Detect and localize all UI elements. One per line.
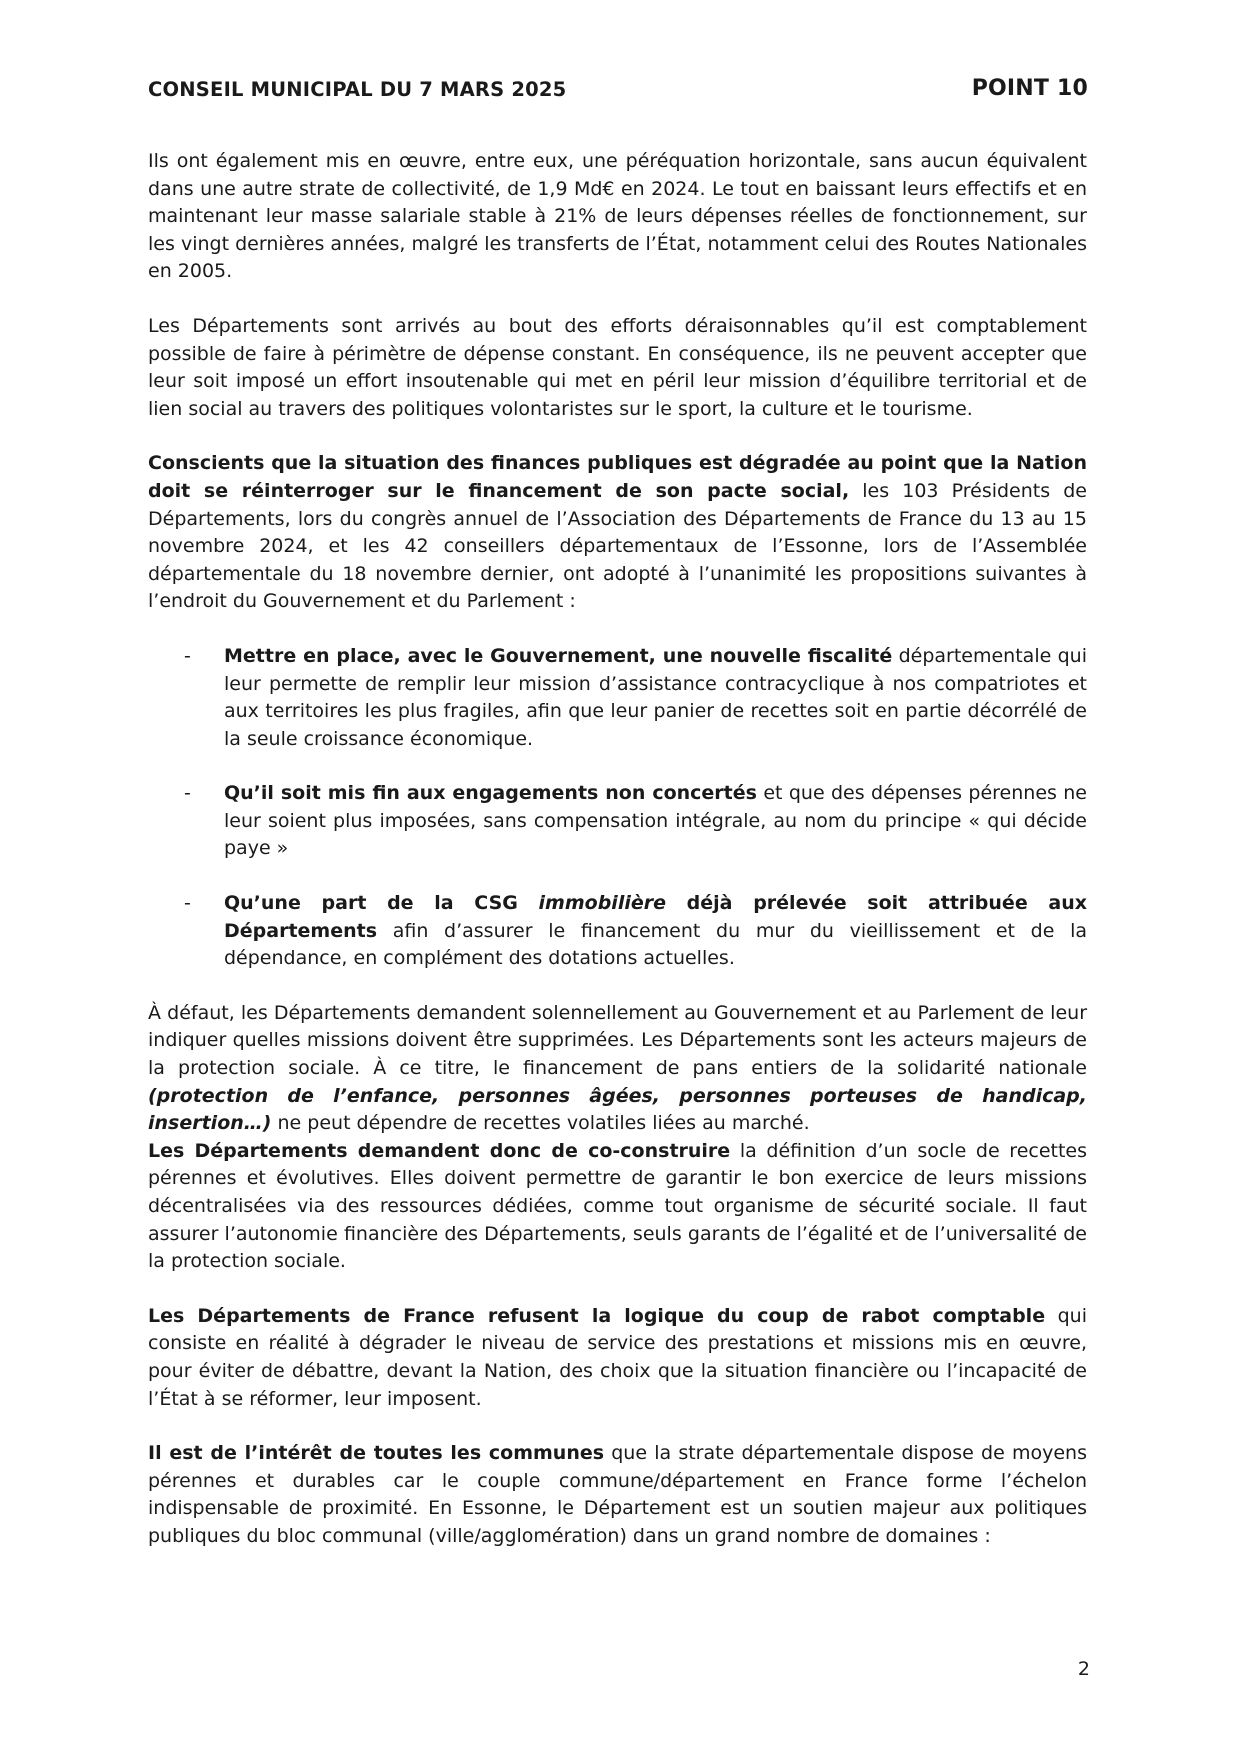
proposal-item-bold: Qu’il soit mis fin aux engagements non concertés (224, 782, 757, 805)
paragraph-communes (148, 1440, 1087, 1550)
proposal-item-text: afin d’assurer le financement du mur du vieillissement et de la dépendance, en complément des dotations actuelles. (224, 919, 1087, 970)
paragraph-rabot-text: qui consiste en réalité à dégrader le niveau de service des prestations et missions mis en œuvre, pour éviter de débattre, devant la Nation, des choix que la situation financière ou l’incapacité de l’État à se réformer, leur imposent. (148, 1304, 1088, 1410)
paragraph-communes-bold: Il est de l’intérêt de toutes les communes (148, 1442, 605, 1465)
paragraph-a-defaut (148, 1000, 1087, 1138)
list-dash: - (184, 892, 191, 915)
proposal-item-csg (148, 890, 1087, 973)
paragraph-a-defaut-bold-italic: (protection de l’enfance, personnes âgées, personnes porteuses de handicap, insertion…) (148, 1084, 1087, 1135)
proposal-item-bold-end: déjà prélevée soit attribuée aux Départements (224, 892, 1087, 942)
paragraph-a-defaut-text: À défaut, les Départements demandent solennellement au Gouvernement et au Parlement de leur indiquer quelles missions doivent être supprimées. Les Départements sont les acteurs majeurs de la protection sociale. À ce titre, le financement de pans entiers de la solidarité nationale (148, 1001, 1087, 1080)
paragraph-propositions-bold: Conscients que la situation des finances publiques est dégradée au point que la Nation doit se réinterroger sur le financement de son pacte social, (148, 452, 1087, 502)
list-dash: - (184, 644, 191, 667)
agenda-point: POINT 10 (971, 76, 1088, 101)
paragraph-co-construire-text: la définition d’un socle de recettes pérennes et évolutives. Elles doivent permettre de garantir le bon exercice de leurs missions décentralisées via des ressources dédiées, comme tout organisme de sécurité sociale. Il faut assurer l’autonomie financière des Départements, seuls garants de l’égalité et de l’universalité de la protection sociale. (148, 1139, 1088, 1273)
proposal-item-text: départementale qui leur permette de remplir leur mission d’assistance contracyclique à nos compatriotes et aux territoires les plus fragiles, afin que leur panier de recettes soit en partie décorrélé de la seule croissance économique. (224, 644, 1087, 750)
paragraph-efforts: Les Départements sont arrivés au bout des efforts déraisonnables qu’il est comptablement possible de faire à périmètre de dépense constant. En conséquence, ils ne peuvent accepter que leur soit imposé un effort insoutenable qui met en péril leur mission d’équilibre territorial et de lien social au travers des politiques volontaristes sur le sport, la culture et le tourisme. (148, 314, 1087, 420)
paragraph-co-construire-bold: Les Départements demandent donc de co-construire (148, 1139, 731, 1162)
proposal-item-engagements (148, 780, 1087, 863)
paragraph-propositions (148, 450, 1087, 616)
paragraph-communes-text: que la strate départementale dispose de moyens pérennes et durables car le couple commune/département en France forme l’échelon indispensable de proximité. En Essonne, le Département est un soutien majeur aux politiques publiques du bloc communal (ville/agglomération) dans un grand nombre de domaines : (148, 1442, 1087, 1547)
proposal-item-bold-italic: immobilière (538, 892, 666, 915)
proposal-item-text: et que des dépenses pérennes ne leur soient plus imposées, sans compensation intégrale, au nom du principe « qui décide paye » (224, 782, 1087, 860)
paragraph-a-defaut-end: ne peut dépendre de recettes volatiles liées au marché. (271, 1112, 810, 1135)
paragraph-perequation: Ils ont également mis en œuvre, entre eux, une péréquation horizontale, sans aucun équivalent dans une autre strate de collectivité, de 1,9 Md€ en 2024. Le tout en baissant leurs effectifs et en maintenant leur masse salariale stable à 21% de leurs dépenses réelles de fonctionnement, sur les vingt dernières années, malgré les transferts de l’État, notamment celui des Routes Nationales en 2005. (148, 150, 1087, 283)
page-number: 2 (1077, 1658, 1090, 1680)
document-body (148, 148, 1087, 1578)
paragraph-propositions-text: les 103 Présidents de Départements, lors du congrès annuel de l’Association des Départements de France du 13 au 15 novembre 2024, et les 42 conseillers départementaux de l’Essonne, lors de l’Assemblée départementale du 18 novembre dernier, ont adopté à l’unanimité les propositions suivantes à l’endroit du Gouvernement et du Parlement : (148, 479, 1087, 613)
proposal-item-fiscalite (148, 643, 1087, 753)
paragraph-co-construire (148, 1138, 1087, 1276)
document-title: CONSEIL MUNICIPAL DU 7 MARS 2025 (148, 78, 567, 101)
proposals-list (148, 643, 1087, 973)
paragraph-rabot (148, 1303, 1087, 1413)
list-dash: - (184, 782, 191, 805)
paragraph-rabot-bold: Les Départements de France refusent la logique du coup de rabot comptable (148, 1304, 1046, 1327)
proposal-item-bold: Qu’une part de la CSG (224, 892, 539, 915)
proposal-item-bold: Mettre en place, avec le Gouvernement, une nouvelle fiscalité (224, 644, 893, 667)
